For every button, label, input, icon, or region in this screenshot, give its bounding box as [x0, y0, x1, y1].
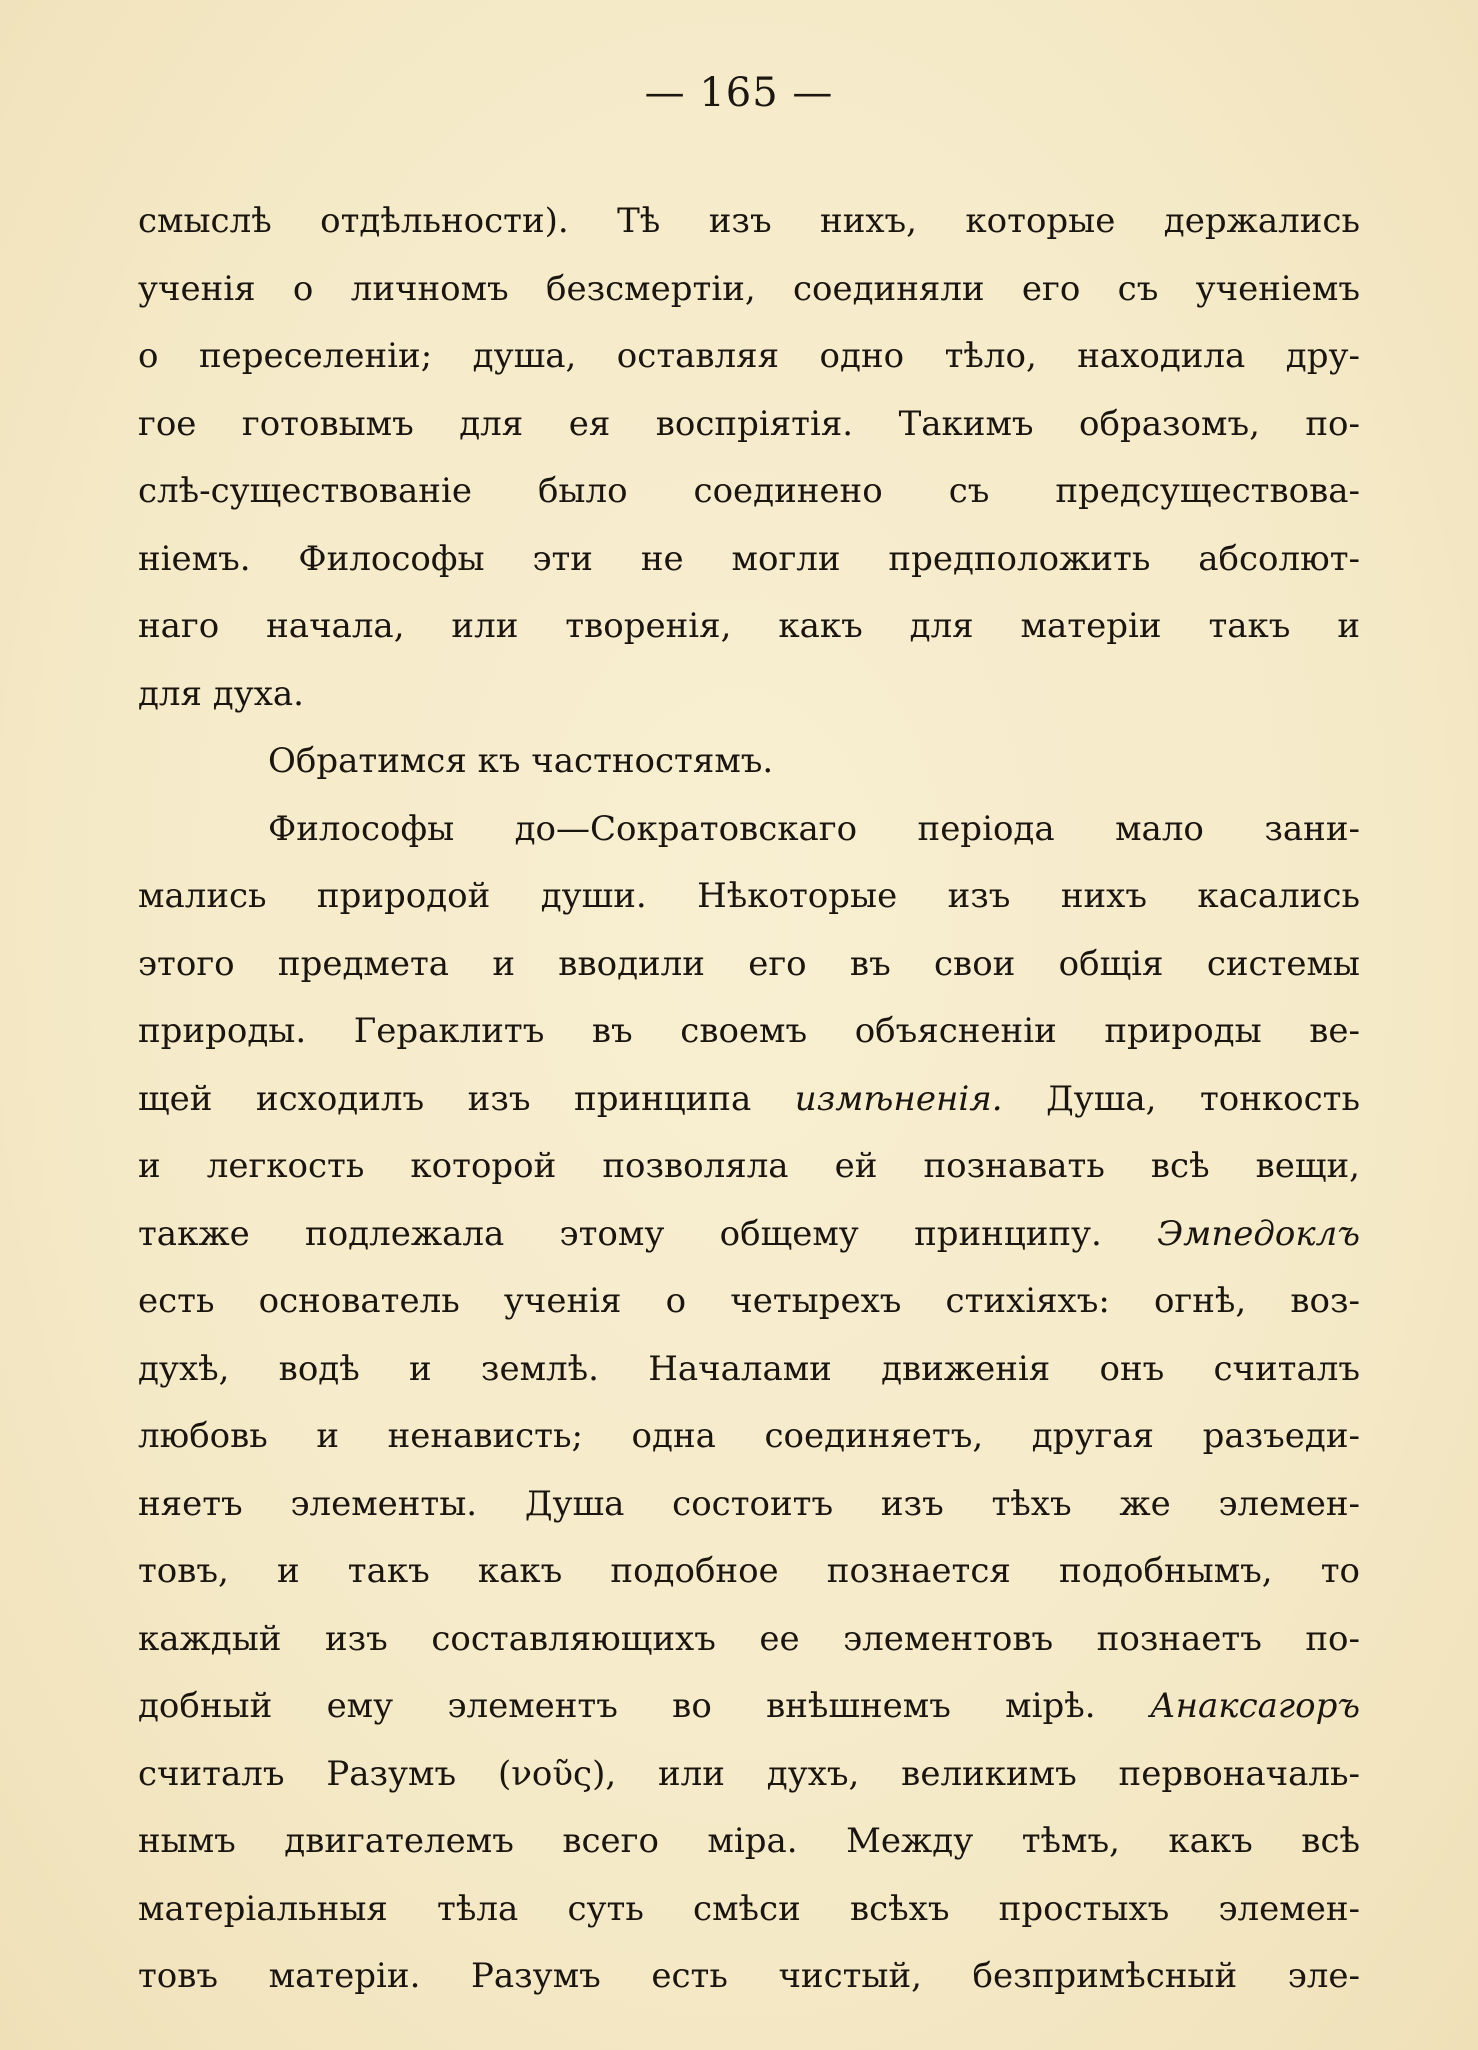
text-line: матеріальныя тѣла суть смѣси всѣхъ простыхъ элемен-	[138, 1888, 1360, 1929]
text-line: этого предмета и вводили его въ свои общія системы	[138, 943, 1360, 984]
paragraph-start: Обратимся къ частностямъ.	[268, 741, 774, 781]
text-line: для духа.	[138, 673, 304, 714]
text-line: считалъ Разумъ (νοῦς), или духъ, великимъ первоначаль-	[138, 1753, 1360, 1794]
text-line: смыслѣ отдѣльности). Тѣ изъ нихъ, которые держались	[138, 201, 1360, 241]
text-line	[138, 1201, 1360, 1269]
page-number: — 165 —	[644, 70, 834, 116]
text-line: ніемъ. Философы эти не могли предположить абсолют-	[138, 538, 1360, 579]
text-line: любовь и ненависть; одна соединяетъ, другая разъеди-	[138, 1416, 1360, 1456]
text-line: и легкость которой позволяла ей познавать всѣ вещи,	[138, 1146, 1360, 1186]
emphasis-text: измѣненія.	[794, 1078, 1003, 1119]
text-line: наго начала, или творенія, какъ для матеріи такъ и	[138, 606, 1360, 646]
text-line: духѣ, водѣ и землѣ. Началами движенія онъ считалъ	[138, 1348, 1360, 1389]
emphasis-name: Эмпедоклъ	[1157, 1213, 1360, 1254]
paragraph-start: Философы до—Сократовскаго періода мало зани-	[268, 808, 1360, 849]
text-line: нымъ двигателемъ всего міра. Между тѣмъ, какъ всѣ	[138, 1821, 1360, 1861]
text-line: няетъ элементы. Душа состоитъ изъ тѣхъ же элемен-	[138, 1483, 1360, 1524]
body-text	[138, 188, 1360, 2011]
text-line: ученія о личномъ безсмертіи, соединяли его съ ученіемъ	[138, 268, 1360, 309]
text-line: мались природой души. Нѣкоторые изъ нихъ касались	[138, 876, 1360, 916]
text-run: щей исходилъ изъ принципа	[138, 1078, 795, 1119]
text-line	[138, 1066, 1360, 1134]
text-run: также подлежала этому общему принципу.	[138, 1213, 1158, 1254]
text-run: добный ему элементъ во внѣшнемъ мірѣ.	[138, 1686, 1150, 1726]
emphasis-name: Анаксагоръ	[1149, 1686, 1360, 1726]
text-line: товъ матеріи. Разумъ есть чистый, безпримѣсный эле-	[138, 1956, 1360, 1996]
text-line: каждый изъ составляющихъ ее элементовъ познаетъ по-	[138, 1618, 1360, 1659]
text-line: гое готовымъ для ея воспріятія. Такимъ образомъ, по-	[138, 403, 1360, 444]
text-run: Душа, тонкость	[1002, 1078, 1360, 1119]
text-line	[138, 1673, 1360, 1741]
text-line: слѣ-существованіе было соединено съ предсуществова-	[138, 471, 1360, 511]
text-line: есть основатель ученія о четырехъ стихіяхъ: огнѣ, воз-	[138, 1281, 1360, 1321]
text-line: товъ, и такъ какъ подобное познается подобнымъ, то	[138, 1551, 1360, 1591]
text-line: о переселеніи; душа, оставляя одно тѣло, находила дру-	[138, 336, 1360, 376]
text-line: природы. Гераклитъ въ своемъ объясненіи природы ве-	[138, 1011, 1360, 1051]
